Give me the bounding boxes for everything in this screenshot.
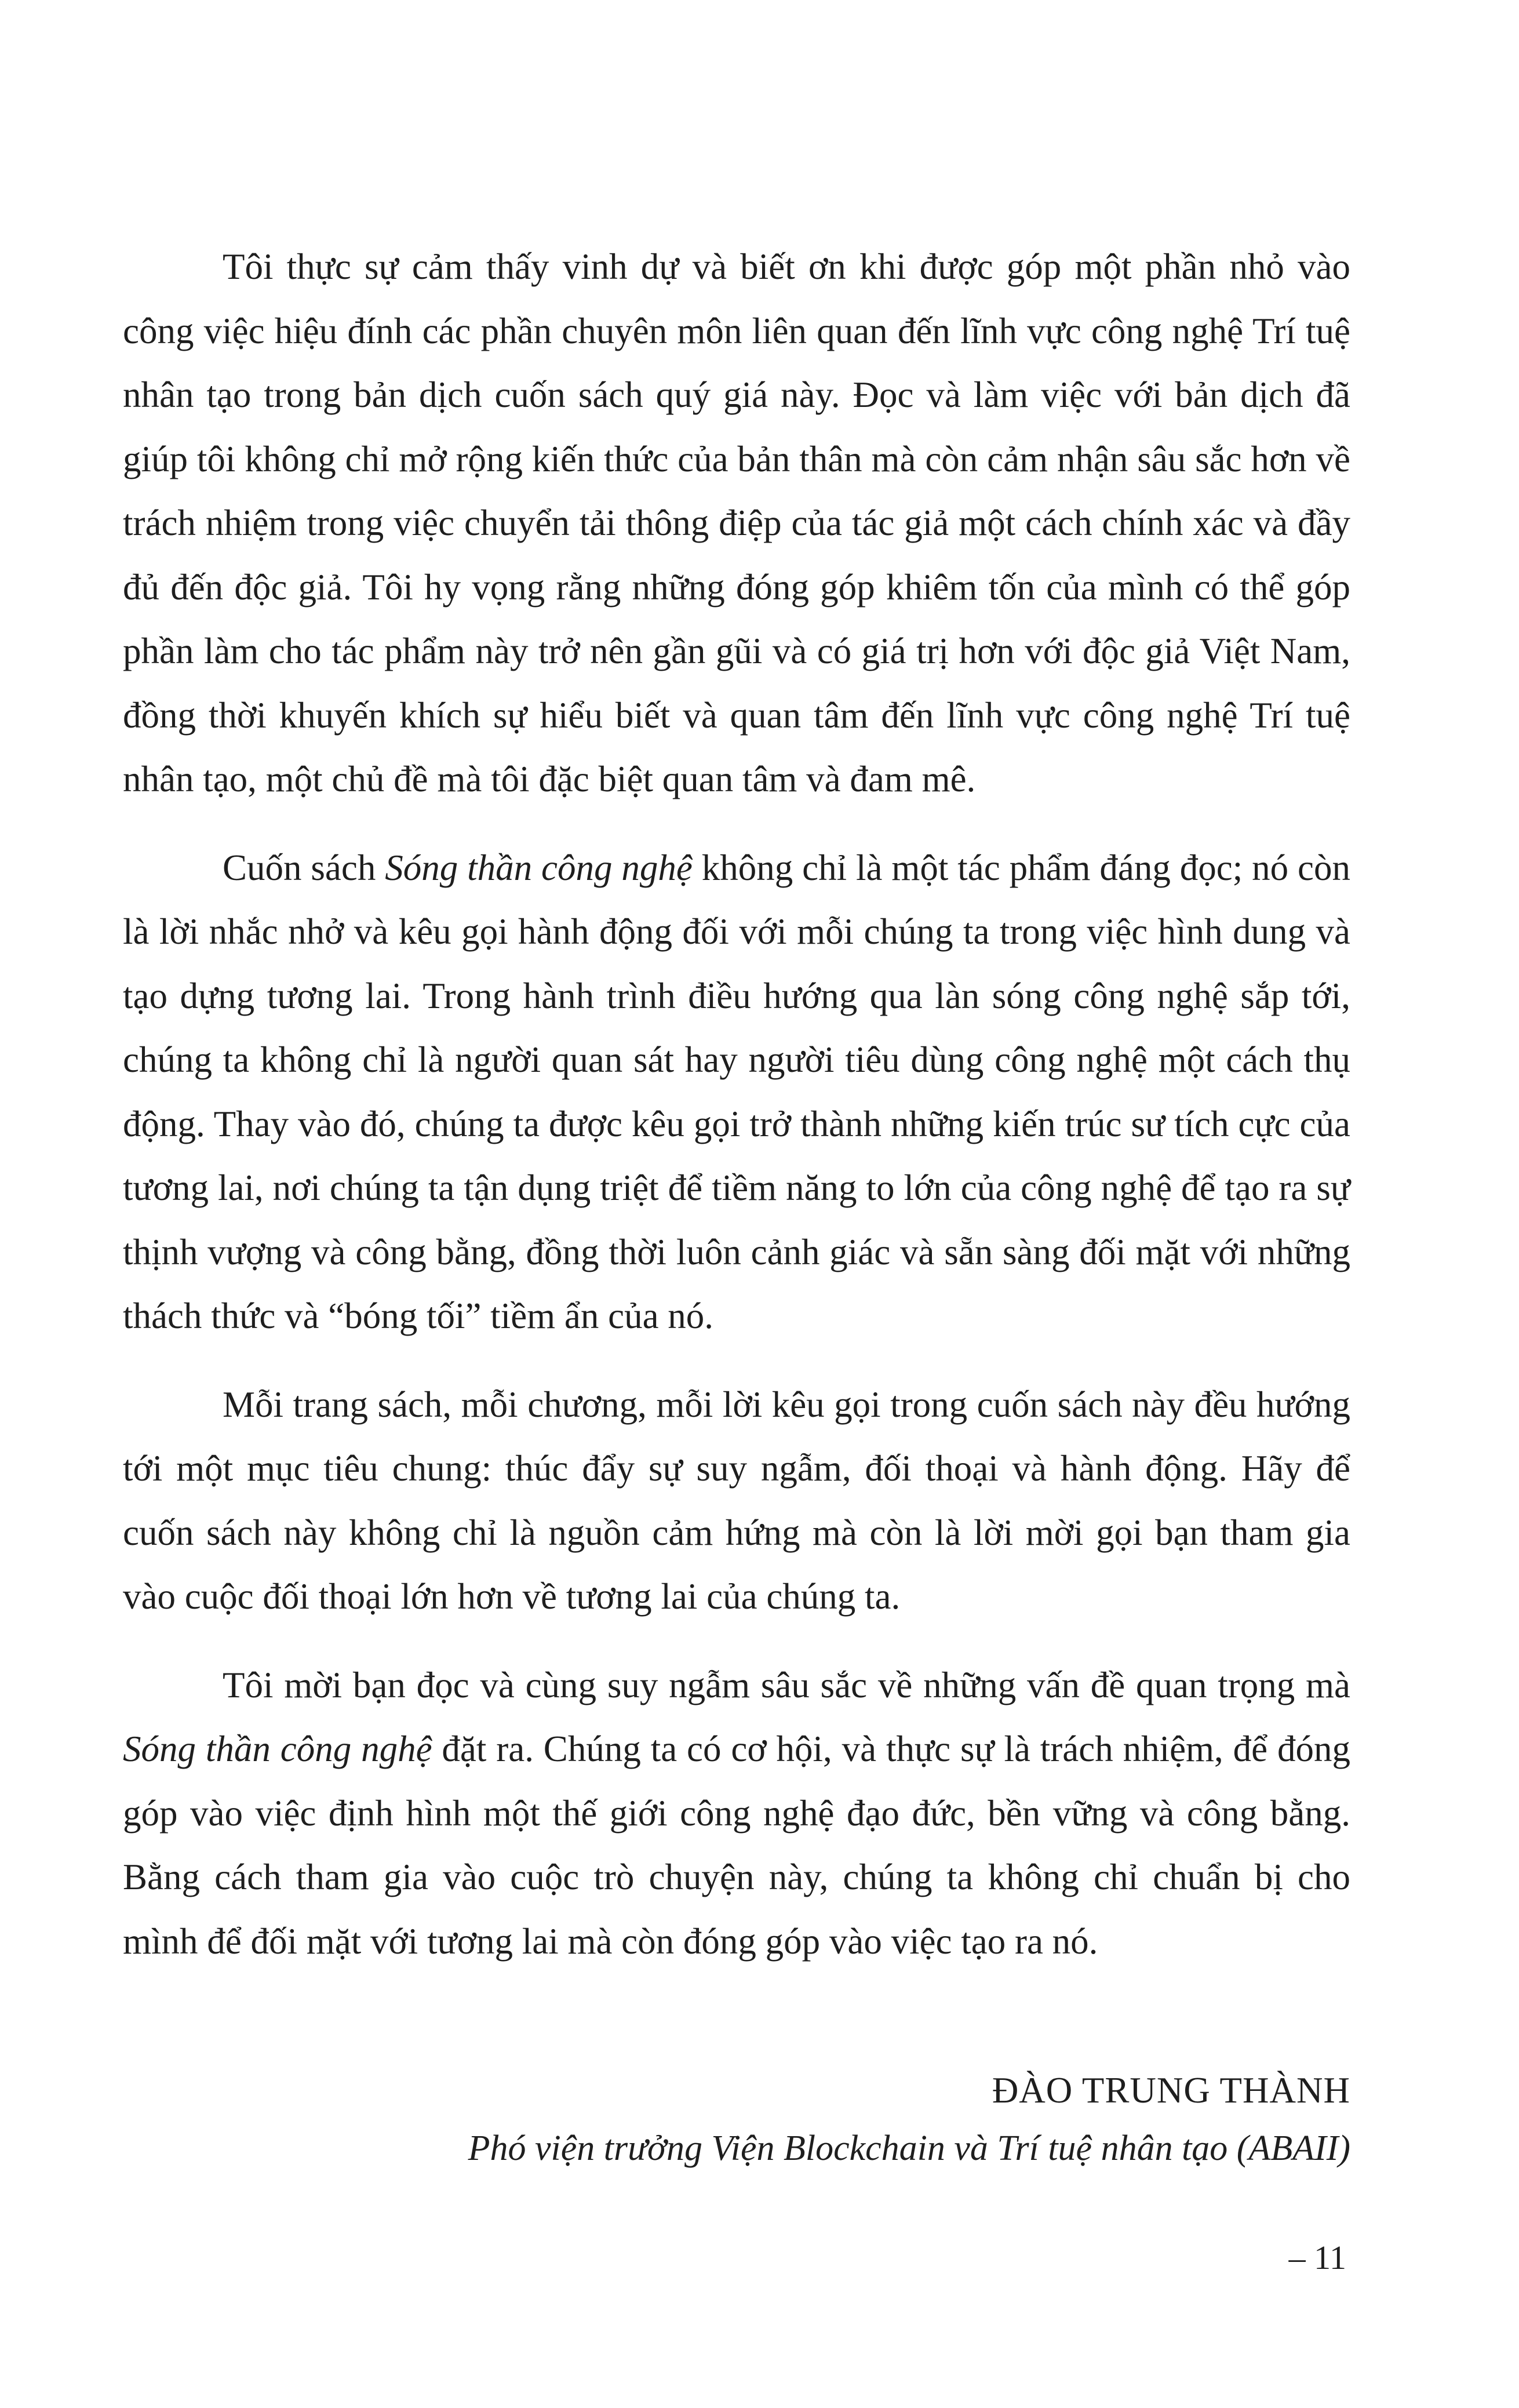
book-title-italic: Sóng thần công nghệ [123,1729,432,1769]
paragraph-3 [123,1373,1350,1629]
body-text [123,235,1350,1998]
paragraph-2-text-b: không chỉ là một tác phẩm đáng đọc; nó còn là lời nhắc nhở và kêu gọi hành động đối với mỗi chúng ta trong việc hình dung và tạo dựng tương lai. Trong hành trình điều hướng qua làn sóng công nghệ sắp tới, chúng ta không chỉ là người quan sát hay người tiêu dùng công nghệ một cách thụ động. Thay vào đó, chúng ta được kêu gọi trở thành những kiến trúc sư tích cực của tương lai, nơi chúng ta tận dụng triệt để tiềm năng to lớn của công nghệ để tạo ra sự thịnh vượng và công bằng, đồng thời luôn cảnh giác và sẵn sàng đối mặt với những thách thức và “bóng tối” tiềm ẩn của nó. [123,847,1350,1336]
signature-title: Phó viện trưởng Viện Blockchain và Trí tuệ nhân tạo (ABAII) [468,2129,1350,2168]
paragraph-4 [123,1653,1350,1974]
paragraph-2-text-a: Cuốn sách [223,847,385,888]
book-title-italic: Sóng thần công nghệ [385,847,693,888]
paragraph-2 [123,836,1350,1348]
paragraph-4-text-b: đặt ra. Chúng ta có cơ hội, và thực sự là trách nhiệm, để đóng góp vào việc định hình một thế giới công nghệ đạo đức, bền vững và công bằng. Bằng cách tham gia vào cuộc trò chuyện này, chúng ta không chỉ chuẩn bị cho mình để đối mặt với tương lai mà còn đóng góp vào việc tạo ra nó. [123,1729,1350,1962]
page-number: – 11 [1288,2239,1346,2276]
paragraph-1 [123,235,1350,812]
paragraph-4-text-a: Tôi mời bạn đọc và cùng suy ngẫm sâu sắc về những vấn đề quan trọng mà [223,1664,1350,1705]
paragraph-3-text: Mỗi trang sách, mỗi chương, mỗi lời kêu gọi trong cuốn sách này đều hướng tới một mục tiêu chung: thúc đẩy sự suy ngẫm, đối thoại và hành động. Hãy để cuốn sách này không chỉ là nguồn cảm hứng mà còn là lời mời gọi bạn tham gia vào cuộc đối thoại lớn hơn về tương lai của chúng ta. [123,1384,1350,1617]
signature-name: ĐÀO TRUNG THÀNH [992,2070,1350,2111]
paragraph-1-text: Tôi thực sự cảm thấy vinh dự và biết ơn khi được góp một phần nhỏ vào công việc hiệu đính các phần chuyên môn liên quan đến lĩnh vực công nghệ Trí tuệ nhân tạo trong bản dịch cuốn sách quý giá này. Đọc và làm việc với bản dịch đã giúp tôi không chỉ mở rộng kiến thức của bản thân mà còn cảm nhận sâu sắc hơn về trách nhiệm trong việc chuyển tải thông điệp của tác giả một cách chính xác và đầy đủ đến độc giả. Tôi hy vọng rằng những đóng góp khiêm tốn của mình có thể góp phần làm cho tác phẩm này trở nên gần gũi và có giá trị hơn với độc giả Việt Nam, đồng thời khuyến khích sự hiểu biết và quan tâm đến lĩnh vực công nghệ Trí tuệ nhân tạo, một chủ đề mà tôi đặc biệt quan tâm và đam mê. [123,246,1350,799]
signature-block [468,2061,1350,2177]
